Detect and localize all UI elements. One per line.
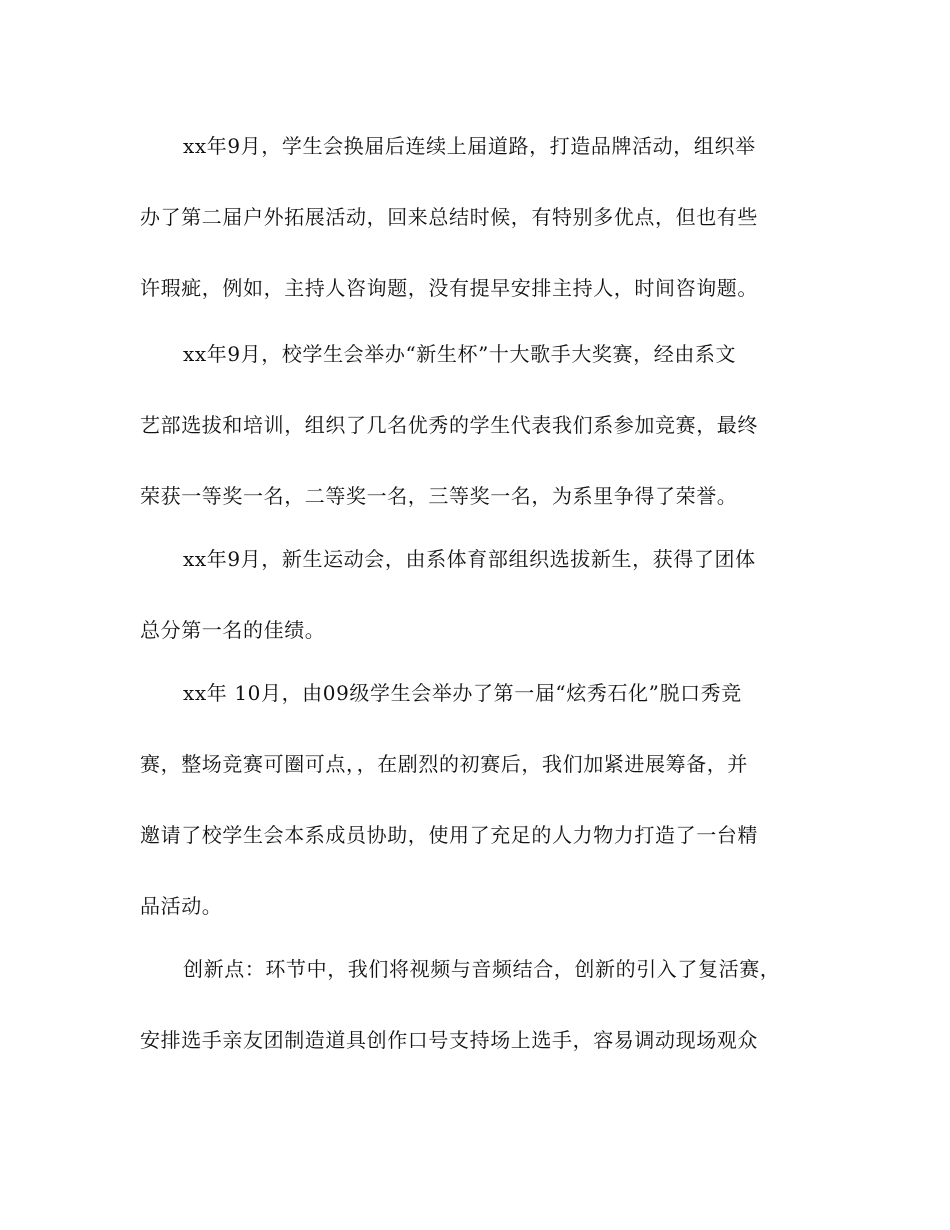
text-line: 赛，整场竞赛可圈可点，，在剧烈的初赛后，我们加紧进展筹备，并 (140, 752, 748, 776)
text-line: 办了第二届户外拓展活动，回来总结时候，有特别多优点，但也有些 (140, 205, 758, 229)
text-line: 荣获一等奖一名，二等奖一名，三等奖一名，为系里争得了荣誉。 (140, 484, 738, 508)
text-line: 创新点：环节中，我们将视频与音频结合，创新的引入了复活赛， (183, 957, 781, 981)
text-line: 品活动。 (140, 894, 223, 918)
text-line: 安排选手亲友团制造道具创作口号支持场上选手，容易调动现场观众 (140, 1028, 758, 1052)
text-line: 许瑕疵，例如，主持人咨询题，没有提早安排主持人，时间咨询题。 (140, 276, 758, 300)
text-line: 邀请了校学生会本系成员协助，使用了充足的人力物力打造了一台精 (140, 823, 758, 847)
text-line: xx年 10月，由09级学生会举办了第一届“炫秀石化”脱口秀竞 (183, 681, 742, 705)
text-line: 总分第一名的佳绩。 (140, 618, 326, 642)
text-line: xx年9月，校学生会举办“新生杯”十大歌手大奖赛，经由系文 (183, 342, 737, 366)
text-line: 艺部选拔和培训，组织了几名优秀的学生代表我们系参加竞赛，最终 (140, 413, 758, 437)
text-line: xx年9月，新生运动会，由系体育部组织选拔新生，获得了团体 (183, 547, 756, 571)
text-line: xx年9月，学生会换届后连续上届道路，打造品牌活动，组织举 (183, 134, 756, 158)
